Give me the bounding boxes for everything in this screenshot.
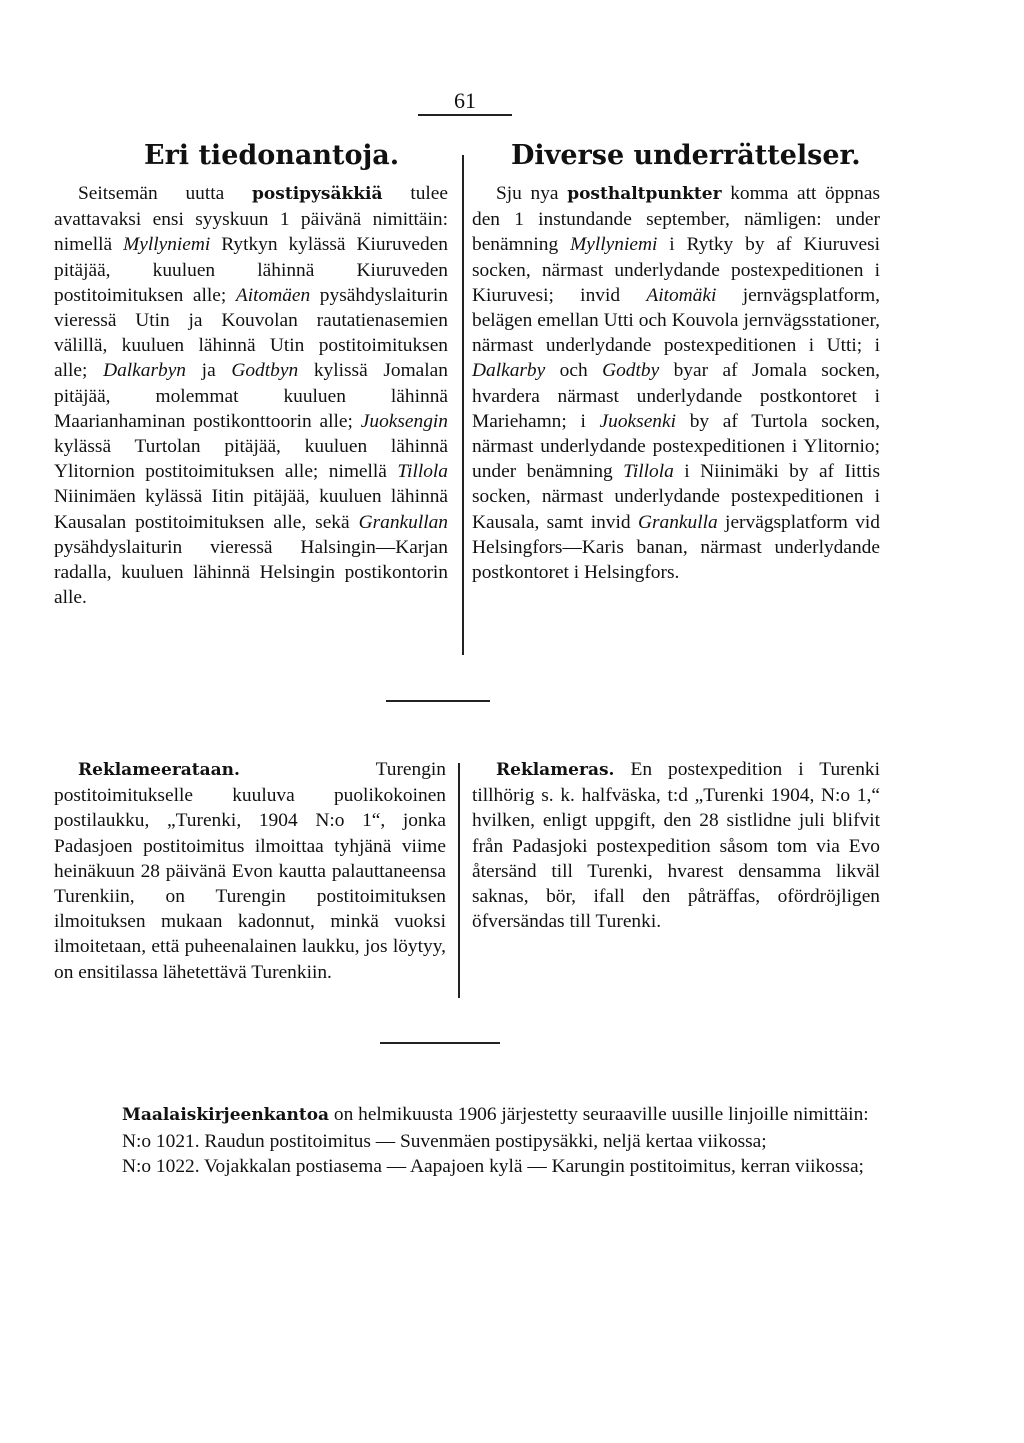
finnish-heading: Eri tiedonantoja.: [144, 140, 400, 171]
rural-mail-notice: [82, 1102, 882, 1180]
finnish-claim-paragraph: Reklameerataan. Turengin postitoimitukselle kuuluva puolikokoinen postilaukku, „Turenki, 1904 N:o 1“, jonka Padasjoen postitoimitus ilmoittaa tyhjänä viime heinäkuun 28 päivänä Evon kautta palauttaneensa Turenkiin, on Turengin postitoimituksen ilmoituksen mukaan kadonnut, minkä vuoksi ilmoitetaan, että puheenalainen laukku, jos löytyy, on ensitilassa lähetettävä Turenkiin.: [54, 759, 446, 983]
swedish-heading: Diverse underrättelser.: [511, 140, 861, 171]
finnish-paragraph: Seitsemän uutta postipysäkkiä tulee avattavaksi ensi syyskuun 1 päivänä nimittäin: nimellä Myllyniemi Rytkyn kylässä Kiuruveden pitäjää, kuuluen lähinnä Kiuruveden postitoimituksen alle; Aitomäen pysähdyslaiturin vieressä Utin ja Kouvolan rautatienasemien välillä, kuuluen lähinnä Utin postitoimituksen alle; Dalkarbyn ja Godtbyn kylissä Jomalan pitäjää, molemmat kuuluen lähinnä Maarianhaminan postikonttoorin alle; Juoksengin kylässä Turtolan pitäjää, kuuluen lähinnä Ylitornion postitoimituksen alle; nimellä Tillola Niinimäen kylässä Iitin pitäjää, kuuluen lähinnä Kausalan postitoimituksen alle, sekä Grankullan pysähdyslaiturin vieressä Halsingin—Karjan radalla, kuuluen lähinnä Helsingin postikontorin alle.: [54, 183, 449, 609]
route-1021: N:o 1021. Raudun postitoimitus — Suvenmäen postipysäkki, neljä kertaa viikossa;: [122, 1130, 767, 1152]
finnish-announcement: [54, 181, 448, 610]
section-divider-top: [386, 700, 490, 702]
route-1022: N:o 1022. Vojakkalan postiasema — Aapajoen kylä — Karungin postitoimitus, kerran viikossa;: [122, 1156, 864, 1177]
page-number: 61: [418, 90, 512, 116]
swedish-announcement: [472, 181, 880, 585]
column-divider-top: [462, 155, 464, 655]
swedish-claim-notice: [472, 757, 880, 934]
finnish-claim-notice: [54, 757, 446, 985]
column-divider-middle: [458, 763, 460, 998]
rural-mail-intro: Maalaiskirjeenkantoa on helmikuusta 1906 järjestetty seuraaville uusille linjoille nimittäin:: [122, 1104, 869, 1125]
swedish-paragraph: Sju nya posthaltpunkter komma att öppnas den 1 instundande september, nämligen: under benämning Myllyniemi i Rytky by af Kiuruvesi socken, närmast underlydande postexpeditionen i Kiuruvesi; invid Aitomäki jernvägsplatform, belägen emellan Utti och Kouvola jernvägsstationer, närmast underlydande postexpeditionen i Utti; i Dalkarby och Godtby byar af Jomala socken, hvardera närmast underlydande postkontoret i Mariehamn; i Juoksenki by af Turtola socken, närmast underlydande postexpeditionen i Ylitornio; under benämning Tillola i Niinimäki by af Iittis socken, närmast underlydande postexpeditionen i Kausala, samt invid Grankulla jervägsplatform vid Helsingfors—Karis banan, närmast underlydande postkontoret i Helsingfors.: [472, 183, 880, 584]
section-divider-middle: [380, 1042, 500, 1044]
swedish-claim-paragraph: Reklameras. En postexpedition i Turenki tillhörig s. k. halfväska, t:d „Turenki 1904, N:o 1,“ hvilken, enligt uppgift, den 28 sistlidne juli blifvit från Padasjoki postexpedition såsom tom via Evo återsänd till Turenki, hvarest densamma likväl saknas, bör, ifall den påträffas, ofördröjligen öfversändas till Turenki.: [472, 759, 880, 933]
